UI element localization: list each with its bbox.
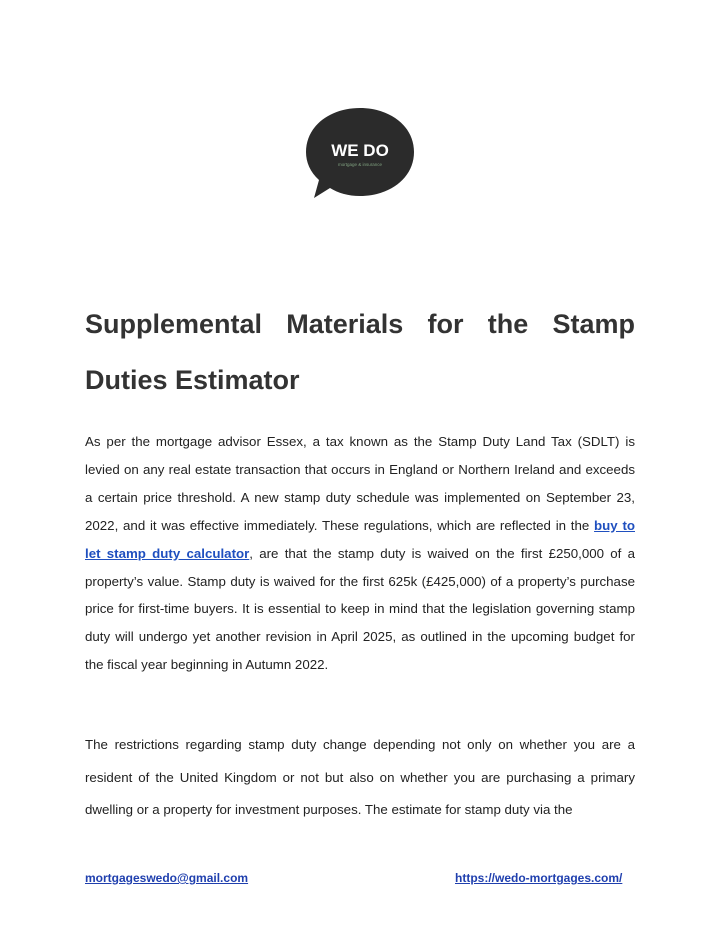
paragraph-1: [85, 428, 635, 679]
paragraph-2: The restrictions regarding stamp duty change depending not only on whether you are a resident of the United Kingdom or not but also on whether you are purchasing a primary dwelling or a property for investment purposes. The estimate for stamp duty via the: [85, 737, 635, 817]
buy-to-let-calculator-link[interactable]: buy to let stamp duty calculator: [85, 517, 635, 561]
paragraph-1-text-after-link: , are that the stamp duty is waived on the first £250,000 of a property’s value. Stamp duty is waived for the first 625k (£425,000) of a property’s purchase price for first-time buyers. It is essential to keep in mind that the legislation governing stamp duty will undergo yet another revision in April 2025, as outlined in the upcoming budget for the fiscal year beginning in Autumn 2022.: [85, 545, 635, 673]
footer-website-link[interactable]: https://wedo-mortgages.com/: [455, 871, 623, 885]
speech-bubble-logo-icon: [302, 106, 418, 200]
logo-wordmark: WE DO: [331, 141, 389, 160]
document-title: Supplemental Materials for the Stamp Duties Estimator: [85, 309, 635, 395]
wedo-logo: [302, 106, 418, 200]
footer-email-link[interactable]: mortgageswedo@gmail.com: [85, 871, 249, 885]
logo-tagline: mortgage & insurance: [337, 162, 383, 167]
paragraph-1-text-before-link: As per the mortgage advisor Essex, a tax known as the Stamp Duty Land Tax (SDLT) is levied on any real estate transaction that occurs in England or Northern Ireland and exceeds a certain price threshold. A new stamp duty schedule was implemented on September 23, 2022, and it was effective immediately. These regulations, which are reflected in the: [85, 434, 635, 533]
